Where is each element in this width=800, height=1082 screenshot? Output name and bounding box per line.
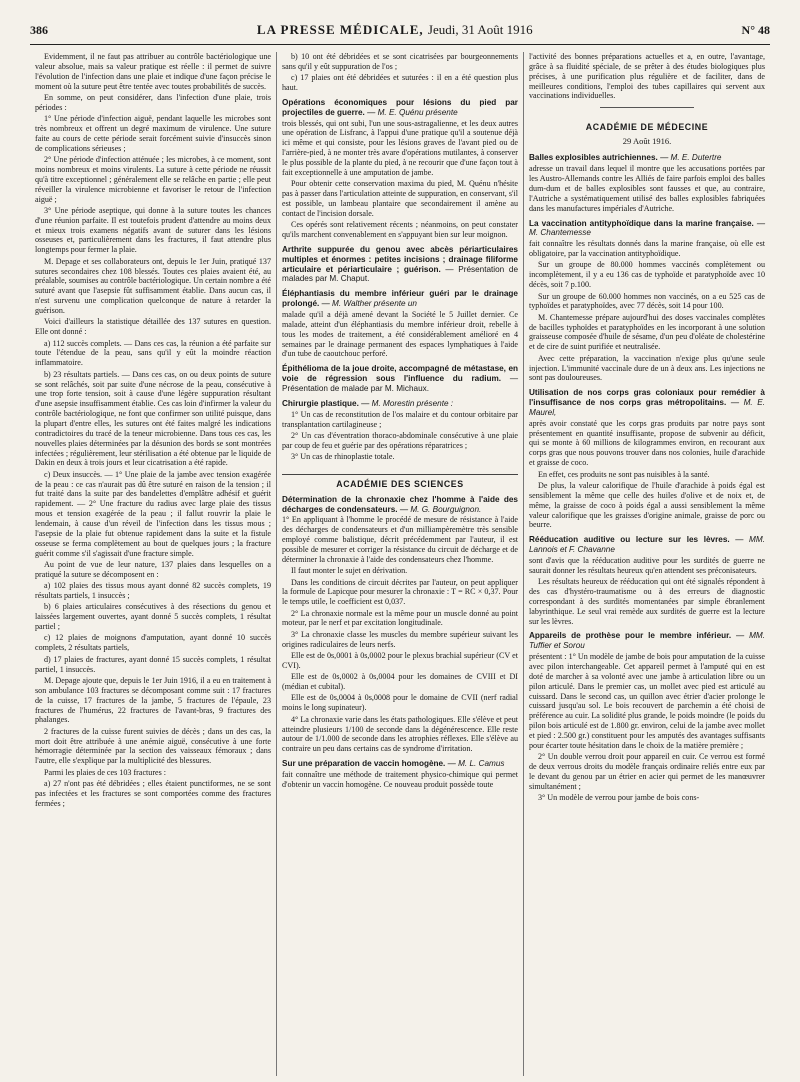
paragraph: 2° Une période d'infection atténuée ; les microbes, à ce moment, sont moins nombreux et moins virulents. La suture à cette période ne réussit qu'à titre exceptionnel ; généralement elle se relâche en partie ; elle peut réveiller la virulence microbienne et favoriser le retour de l'infection aiguë ; — [35, 155, 271, 204]
paragraph: c) 12 plaies de moignons d'amputation, ayant donné 10 succès complets, 2 résultats partiels, — [35, 633, 271, 653]
paragraph: M. Depage et ses collaborateurs ont, depuis le 1er Juin, pratiqué 137 sutures secondaires chez 108 blessés. Toutes ces plaies avaient été, au préalable, soumises au contrôle bactériologique. Un certain nombre a été suturé avant que l'asepsie fût suffisamment établie. Dans aucun cas, il n'est survenu une complication quelconque de nature à retarder la guérison. — [35, 256, 271, 315]
article-title: Chirurgie plastique. — M. Morestin présente : — [282, 398, 454, 408]
issue-number: N° 48 — [741, 23, 770, 37]
paragraph: Elle est de 0s,0001 à 0s,0002 pour le plexus brachial supérieur (CV et CVI). — [282, 651, 518, 670]
section-title: ACADÉMIE DE MÉDECINE — [585, 122, 709, 133]
article-title: Épithélioma de la joue droite, accompagné de métastase, en voie de régression sous l'influence du radium. — Présentation de malade par M. Michaux. — [282, 364, 518, 393]
article-title: Appareils de prothèse pour le membre inférieur. — MM. Tuffier et Sorou — [529, 631, 765, 651]
paragraph: 2° Un cas d'éventration thoraco-abdominale consécutive à une plaie par coup de feu et guérie par des opérations réparatrices ; — [282, 430, 518, 450]
paragraph: d) 17 plaies de fractures, ayant donné 15 succès complets, 1 résultat partiel, 1 insuccès. — [35, 654, 271, 674]
paragraph: Evidemment, il ne faut pas attribuer au contrôle bactériologique une valeur absolue, mais sa valeur pratique est réelle : il permet de suivre l'évolution de l'infection dans une plaie et indique d'une façon précise le moment où la suture peut être tentée avec toutes probabilités de succès. — [35, 52, 271, 91]
article-title: Balles explosibles autrichiennes. — M. E. Dutertre — [529, 153, 722, 163]
paragraph: Parmi les plaies de ces 103 fractures : — [44, 767, 167, 777]
paragraph: Dans les conditions de circuit décrites par l'auteur, on peut appliquer la formule de Lapicque pour mesurer la chronaxie : T = RC × 0,37. Pour le temps utile, le coefficient est 0,037. — [282, 577, 518, 607]
paragraph: b) 23 résultats partiels. — Dans ces cas, on ou deux points de suture se sont relâchés, soit par suite d'une nécrose de la peau, consécutive à une trop forte tension, soit à cause d'une légère suppuration résultant d'une asepsie insuffisamment établie. Ces cas loin d'infirmer la valeur du contrôle bactériologique, ne font que confirmer son utilité puisque, dans la plupart d'entre elles, les sutures ont été faites malgré les indications contradictoires du tracé de la teneur microbienne. Dans tous ces cas, les nouvelles plaies déterminées par la désunion des bords se sont montrées infectées ; régulièrement, leur stérilisation a été obtenue par le liquide de Dakin en deux à trois jours et leur cicatrisation a été rapide. — [35, 369, 271, 468]
article-title: Détermination de la chronaxie chez l'homme à l'aide des décharges de condensateurs. — M. G. Bourguignon. — [282, 494, 518, 514]
article-title: Sur une préparation de vaccin homogène. — M. L. Camus — [282, 759, 505, 769]
article-title: Utilisation de nos corps gras coloniaux pour remédier à l'insuffisance de nos corps gras métropolitains. — M. E. Maurel, — [529, 388, 765, 417]
column-1 — [30, 52, 276, 1076]
paragraph: 2° Un double verrou droit pour appareil en cuir. Ce verrou est formé de deux verrous droits du modèle français ordinaire reliés entre eux par le devant du genou par un étrier en acier qui permet de les manœuvrer simultanément ; — [529, 752, 765, 791]
paragraph: a) 112 succès complets. — Dans ces cas, la réunion a été parfaite sur toute l'étendue de la peau, sans qu'il y eût la moindre réaction inflammatoire. — [35, 338, 271, 368]
section-title: ACADÉMIE DES SCIENCES — [282, 474, 518, 490]
paragraph: Ces opérés sont relativement récents ; néanmoins, on peut constater qu'ils marchent convenablement en s'appuyant bien sur leur moignon. — [282, 220, 518, 240]
page-header — [30, 22, 770, 45]
paragraph: fait connaître les résultats donnés dans la marine française, où elle est obligatoire, par la vaccination antityphoïdique. — [529, 239, 765, 259]
divider — [600, 107, 694, 108]
paragraph: 1° Un cas de reconstitution de l'os malaire et du contour orbitaire par transplantation cartilagineuse ; — [282, 409, 518, 429]
paragraph: Sur un groupe de 60.000 hommes non vaccinés, on a eu 525 cas de typhoïdes et paratyphoïdes, avec 77 décès, soit 14 pour 100. — [529, 291, 765, 311]
paragraph: présentent : 1° Un modèle de jambe de bois pour amputation de la cuisse avec pilon interchangeable. Cet appareil permet à l'amputé qui en est doté de marcher à sa volonté avec une jambe à articulation libre ou un pilon articulé. Dans le premier cas, un mollet avec pied est articulé au cuissard. Dans le second cas, un quillon avec étrier d'acier prolonge le cuissard jusqu'au sol. Le bois recouvert de parchemin a été choisi de préférence au cuir. La solidité plus grande, le poids moindre (le poids du pilon bois articulé est de 1.800 gr. environ, celui de la jambe avec mollet et pied : 2.500 gr.) constituent pour les amputés des avantages suffisants pour écarter toute hésitation dans le choix de la matière première ; — [529, 652, 765, 750]
paragraph: 1° En appliquant à l'homme le procédé de mesure de résistance à l'aide des décharges de condensateurs et d'un milliampèremètre très sensible employé comme balistique, décrit précédemment par l'auteur, il est possible de mesurer et corriger la résistance du circuit de décharge et de déterminer la chronaxie à l'aide des condensateurs chez l'homme. — [282, 515, 518, 564]
column-2 — [276, 52, 523, 1076]
newspaper-title: LA PRESSE MÉDICALE, — [256, 22, 424, 37]
paragraph: Il faut monter le sujet en dérivation. — [291, 566, 408, 576]
paragraph: sont d'avis que la rééducation auditive pour les surdités de guerre ne saurait donner les résultats heureux qu'en attendent ses préconisateurs. — [529, 555, 765, 575]
paragraph: c) Deux insuccès. — 1° Une plaie de la jambe avec tension exagérée de la peau : ce cas n'aurait pas dû être suturé en raison de la tension ; il fut traité dans la suite par des bandelettes d'emplâtre adhésif et guérit rapidement. — 2° Une fracture du radius avec large plaie des tissus mous et tension exagérée de la peau ; il fallut rouvrir la plaie le lendemain, à cause d'un réveil de l'infection dans les tissus mous ; l'asepsie de la plaie fut obtenue rapidement dans la suite et la fistule osseuse se ferma complètement au bout de quelques jours ; la fracture guérit comme s'il s'agissait d'une fracture simple. — [35, 469, 271, 558]
article-title: Arthrite suppurée du genou avec abcès périarticulaires multiples et énormes : petites incisions ; drainage filiforme articulaire et périarticulaire ; guérison. — Présentation de malades par M. Chaput. — [282, 244, 518, 284]
article-title: Opérations économiques pour lésions du pied par projectiles de guerre. — M. E. Quénu présente — [282, 97, 518, 117]
paragraph: l'activité des bonnes préparations actuelles et a, en outre, l'avantage, grâce à sa fluidité spéciale, de se prêter à des études biologiques plus précises, à une purification plus régulière et de faciliter, dans de meilleures conditions, l'emploi des tubes capillaires qui servent aux vaccinations individuelles. — [529, 52, 765, 101]
paragraph: a) 102 plaies des tissus mous ayant donné 82 succès complets, 19 résultats partiels, 1 insuccès ; — [35, 581, 271, 601]
paragraph: b) 10 ont été débridées et se sont cicatrisées par bourgeonnements sans qu'il y eût suppuration de l'os ; — [282, 52, 518, 71]
paragraph: 3° La chronaxie classe les muscles du membre supérieur suivant les origines radiculaires de leurs nerfs. — [282, 629, 518, 649]
paragraph: Avec cette préparation, la vaccination n'exige plus qu'une seule injection. L'immunité vaccinale dure de un à deux ans. Les injections ne sont pas douloureuses. — [529, 353, 765, 383]
paragraph: De plus, la valeur calorifique de l'huile d'arachide à poids égal est sensiblement la même que celle des huiles d'olive et de noix et, de même, la graisse de coco à poids égal a aussi sensiblement la même valeur calorifique que les graisses d'origine animale, graisse de porc ou beurre. — [529, 480, 765, 530]
paragraph: En effet, ces produits ne sont pas nuisibles à la santé. — [538, 469, 710, 479]
paragraph: Pour obtenir cette conservation maxima du pied, M. Quénu n'hésite pas à passer dans l'articulation atteinte de suppuration, en conservant, s'il est possible, un lambeau plantaire que secondairement il amène au contact de l'incision dorsale. — [282, 179, 518, 218]
masthead — [257, 22, 533, 38]
paragraph: trois blessés, qui ont subi, l'un une sous-astragalienne, et les deux autres une opération de Lisfranc, à l'appui d'une pratique qu'il a soutenue déjà ici même et qui consiste, pour les lésions graves de l'avant pied ou de l'arrière-pied, à ne monter très avare d'opérations mutilantes, à conserver le plus possible de la plante du pied, à ne recourir que d'une façon tout à fait exceptionnelle à une amputation de jambe. — [282, 118, 518, 177]
paragraph: après avoir constaté que les corps gras produits par notre pays sont présentement en quantité insuffisante, propose de subvenir au déficit, qui se monte à 60 millions de kilogrammes environ, en recourant aux corps gras que nous pouvons trouver dans nos colonies, huile d'arachide et graisse de coco. — [529, 418, 765, 468]
paragraph: 4° La chronaxie varie dans les états pathologiques. Elle s'élève et peut atteindre plusieurs 1/100 de seconde dans la dégénérescence. Elle reste autour de 1/1.000 de seconde dans les atrophies réflexes. Elle s'élève au contraire un peu dans certains cas de syndrome d'irritation. — [282, 714, 518, 754]
paragraph: 3° Un cas de rhinoplastie totale. — [291, 452, 395, 462]
paragraph: 2° La chronaxie normale est la même pour un muscle donné au point moteur, par le nerf et par excitation longitudinale. — [282, 608, 518, 628]
paragraph: Les résultats heureux de rééducation qui ont été signalés répondent à des cas d'hystéro-traumatisme ou à des erreurs de diagnostic correspondant à des surdités momentanées par simple ébranlement labyrinthique. Le seul vrai remède aux surdités de guerre est la lecture sur les lèvres. — [529, 577, 765, 626]
paragraph: Elle est de 0s,0004 à 0s,0008 pour le domaine de CVII (nerf radial moins le long supinateur). — [282, 693, 518, 713]
paragraph: b) 6 plaies articulaires consécutives à des résections du genou et laissées largement ouvertes, ayant donné 5 succès complets, 1 résultat partiel ; — [35, 602, 271, 632]
paragraph: 1° Une période d'infection aiguë, pendant laquelle les microbes sont très nombreux et offrent un degré maximum de virulence. Une suture faite au cours de cette période serait forcément suivie d'insuccès sinon de complications sérieuses ; — [35, 114, 271, 153]
page-number: 386 — [30, 23, 48, 37]
section-date: 29 Août 1916. — [622, 136, 672, 147]
paragraph: adresse un travail dans lequel il montre que les accusations portées par les Austro-Allemands contre les Alliés de faire parfois emploi des balles dum-dum et de balles explosibles sont fausses et que, au contraire, l'Autriche a systématiquement utilisé des balles explosibles fabriquées dans les manufactures impériales d'Autriche. — [529, 164, 765, 213]
paragraph: Elle est de 0s,0002 à 0s,0004 pour les domaines de CVIII et DI (médian et cubital). — [282, 672, 518, 692]
paragraph: Voici d'ailleurs la statistique détaillée des 137 sutures en question. Elle ont donné : — [35, 317, 271, 337]
paragraph: malade qu'il a déjà amené devant la Société le 5 Juillet dernier. Ce malade, atteint d'un éléphantiasis du membre inférieur droit, rebelle à tous les modes de traitement, a été considérablement amélioré en 4 semaines par le drainage permanent des espaces lymphatiques à l'aide d'un tube de caoutchouc perforé. — [282, 310, 518, 359]
paragraph: Au point de vue de leur nature, 137 plaies dans lesquelles on a pratiqué la suture se décomposent en : — [35, 559, 271, 579]
paragraph: a) 27 n'ont pas été débridées ; elles étaient punctiformes, ne se sont pas infectées et les fractures se sont comportées comme des fractures fermées ; — [35, 779, 271, 808]
paragraph: 3° Un modèle de verrou pour jambe de bois cons- — [538, 793, 700, 803]
article-title: Éléphantiasis du membre inférieur guéri par le drainage prolongé. — M. Walther présente un — [282, 289, 518, 309]
paragraph: En somme, on peut considérer, dans l'infection d'une plaie, trois périodes : — [35, 92, 271, 112]
paragraph: M. Depage ajoute que, depuis le 1er Juin 1916, il a eu en traitement à son ambulance 103 fractures se décomposant comme suit : 17 fractures de la cuisse, 17 fractures de la jambe, 5 fractures de l'épaule, 23 fractures de l'humérus, 22 fractures de l'avant-bras, 9 fractures des phalanges. — [35, 675, 271, 725]
article-title: La vaccination antityphoïdique dans la marine française. — M. Chantemesse — [529, 218, 766, 238]
paragraph: c) 17 plaies ont été débridées et suturées : il en a été question plus haut. — [282, 73, 518, 93]
paragraph: 2 fractures de la cuisse furent suivies de décès ; dans un des cas, la mort doit être attribuée à une anémie aiguë, consécutive à une forte hémorragie déterminée par la section des vaisseaux fémoraux ; dans l'autre, elle s'explique par la multiplicité des blessures. — [35, 726, 271, 766]
paragraph: M. Chantemesse prépare aujourd'hui des doses vaccinales complètes de bacilles typhoïdes et paratyphoïdes en les incorporant à une solution graisseuse composée d'huile de sésame, d'un peu d'oléate de cholestérine et de cire de suint purifiée et neutralisée. — [529, 312, 765, 352]
column-3 — [523, 52, 770, 1076]
article-title: Rééducation auditive ou lecture sur les lèvres. — MM. Lannois et F. Chavanne — [529, 535, 765, 555]
paragraph: 3° Une période aseptique, qui donne à la suture toutes les chances d'une réunion parfaite. Il est toutefois prudent d'attendre au moins deux et mieux trois examens négatifs avant de suturer dans les lésions osseuses et, particulièrement dans les fractures, il faut attendre plus longtemps pour fermer la plaie. — [35, 205, 271, 255]
issue-date: Jeudi, 31 Août 1916 — [427, 22, 533, 37]
paragraph: fait connaître une méthode de traitement physico-chimique qui permet d'obtenir un vaccin homogène. Ce nouveau produit possède toute — [282, 769, 518, 789]
article-columns — [30, 52, 770, 1076]
paragraph: Sur un groupe de 80.000 hommes vaccinés complètement ou incomplètement, il y a eu 136 cas de typhoïde et paratyphoïde avec 10 décès, soit 7 p.100. — [529, 260, 765, 290]
